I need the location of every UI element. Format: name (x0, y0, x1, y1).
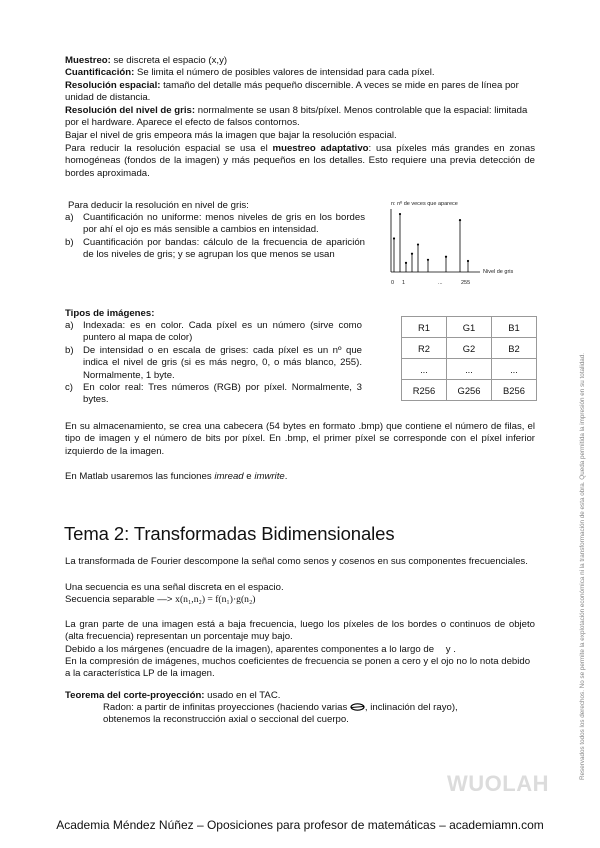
table-cell: ... (402, 359, 447, 380)
paragraph-resolucion-gris (65, 105, 535, 130)
rights-notice (579, 220, 591, 780)
table-row (402, 317, 537, 338)
list-text: En color real: Tres números (RGB) por píxel. Normalmente, 3 bytes. (83, 382, 362, 406)
list-label: a) (65, 212, 74, 223)
term-teorema: Teorema del corte-proyección: (65, 690, 205, 701)
deducir-list (65, 212, 365, 262)
table-row (402, 338, 537, 359)
list-text: Indexada: es en color. Cada píxel es un número (sirve como puntero al mapa de color) (83, 320, 362, 344)
text-matlab-mid: e (243, 471, 255, 482)
paragraph-bajar-gris: Bajar el nivel de gris empeora más la imagen que bajar la resolución espacial. (65, 130, 397, 141)
wuolah-logo: WUOLAH (447, 771, 549, 796)
list-item (65, 345, 362, 382)
theta-icon (350, 703, 365, 711)
list-label: a) (65, 320, 74, 331)
histogram-figure (388, 197, 528, 289)
paragraph-radon (103, 702, 473, 727)
paragraph-baja-frecuencia: La gran parte de una imagen está a baja frecuencia, luego los píxeles de los bordes o continuos de objeto (alta frecuencia) representan un porcentaje muy bajo. (65, 619, 535, 643)
histogram-bar-tip (427, 259, 429, 261)
list-label: b) (65, 344, 74, 356)
list-label: c) (65, 382, 73, 394)
table-cell: B1 (492, 317, 537, 338)
paragraph-resolucion-espacial (65, 80, 535, 105)
list-item (65, 237, 365, 262)
text-margenes: Debido a los márgenes (encuadre de la imagen), aparentes componentes a lo largo de (65, 644, 437, 655)
table-cell: G1 (447, 317, 492, 338)
histogram-tick-0: 0 (391, 280, 395, 286)
list-label: b) (65, 236, 74, 248)
text-adapt-pre: Para reducir la resolución espacial se usa el (65, 143, 273, 154)
table-row (402, 380, 537, 401)
text-resolucion-gris: normalmente se usan 8 bits/píxel. Menos controlable que la espacial: limitada por el hardware. Aparece el efecto de falsos contornos. (65, 105, 528, 129)
table-cell: B2 (492, 338, 537, 359)
table-cell: R2 (402, 338, 447, 359)
list-item (65, 382, 362, 407)
histogram-bar-tip (445, 256, 447, 258)
histogram-bar-tip (417, 243, 419, 245)
paragraph-teorema (65, 690, 535, 702)
table-cell: R256 (402, 380, 447, 401)
rights-text: Reservados todos los derechos. No se permite la explotación económica ni la transformación de esta obra. Queda permitida la impresión en su totalidad. (579, 352, 586, 780)
histogram-bar-tip (405, 262, 407, 264)
paragraph-matlab (65, 471, 535, 483)
paragraph-muestreo (65, 55, 535, 67)
page-footer: Academia Méndez Núñez – Oposiciones para profesor de matemáticas – academiamn.com (56, 818, 544, 832)
paragraph-margenes (65, 644, 535, 656)
histogram-tick-dots: ... (438, 280, 443, 286)
text-muestreo: se discreta el espacio (x,y) (110, 55, 228, 66)
histogram-xlabel: Nivel de gris (483, 269, 514, 275)
list-text: De intensidad o en escala de grises: cada píxel es un nº que indica el nivel de gris (si es más negro, 0, o más blanco, 255). Normalmente, 1 byte. (83, 344, 362, 381)
paragraph-muestreo-adaptativo (65, 143, 535, 180)
arrow-glyph: —> (157, 594, 176, 605)
histogram-bar-tip (399, 213, 401, 215)
text-radon-pre: Radon: a partir de infinitas proyecciones (haciendo varias (103, 702, 350, 713)
formula-separable: x(n₁,n₂) = f(n₁)·g(n₂) (175, 594, 256, 605)
table-row (402, 359, 537, 380)
text-adapt-post: : usa píxeles más grandes en zonas homogéneas (fondos de la imagen) y más pequeños en los detalles. Esto requiere una previa detección de bordes aproximada. (65, 143, 535, 179)
table-cell: ... (492, 359, 537, 380)
text-cuantificacion: Se limita el número de posibles valores de intensidad para cada píxel. (134, 67, 435, 78)
text-matlab-pre: En Matlab usaremos las funciones (65, 471, 215, 482)
term-cuantificacion: Cuantificación: (65, 67, 135, 78)
paragraph-separable (65, 594, 535, 606)
table-cell: B256 (492, 380, 537, 401)
histogram-bar-tip (467, 260, 469, 262)
color-map-table (401, 316, 537, 401)
tipos-heading: Tipos de imágenes: (65, 308, 155, 319)
histogram-bar-tip (393, 237, 395, 239)
table-cell: R1 (402, 317, 447, 338)
paragraph-cuantificacion (65, 67, 535, 79)
term-muestreo: Muestreo: (65, 55, 111, 66)
text-margenes-post: y . (445, 644, 456, 655)
histogram-bar-tip (411, 253, 413, 255)
paragraph-fourier: La transformada de Fourier descompone la señal como senos y cosenos en sus componentes frecuenciales. (65, 556, 528, 567)
paragraph-compresion: En la compresión de imágenes, muchos coeficientes de frecuencia se ponen a cero y el ojo no lo nota debido a la característica LP de la imagen. (65, 656, 531, 680)
text-matlab-post: . (284, 471, 288, 482)
text-separable: Secuencia separable (65, 594, 158, 605)
histogram-tick-1: 1 (402, 280, 406, 286)
list-text: Cuantificación por bandas: cálculo de la frecuencia de aparición de los niveles de gris; y se agrupan los que menos se usan (83, 236, 365, 261)
histogram-ylabel: n: nº de veces que aparece (391, 201, 458, 207)
function-imread: imread (214, 471, 244, 482)
term-resolucion-espacial: Resolución espacial: (65, 80, 161, 91)
text-radon-post: , inclinación del rayo), obtenemos la reconstrucción axial o seccional del cuerpo. (103, 702, 458, 726)
list-item (65, 212, 365, 237)
table-cell: G256 (447, 380, 492, 401)
table-cell: ... (447, 359, 492, 380)
paragraph-secuencia: Una secuencia es una señal discreta en el espacio. (65, 582, 284, 593)
histogram-tick-255: 255 (461, 280, 471, 286)
section-title: Tema 2: Transformadas Bidimensionales (64, 523, 395, 544)
list-text: Cuantificación no uniforme: menos niveles de gris en los bordes por ahí el ojo es más sensible a cambios en intensidad. (83, 212, 365, 236)
text-teorema: usado en el TAC. (204, 690, 281, 701)
term-resolucion-gris: Resolución del nivel de gris: (65, 105, 196, 116)
paragraph-almacenamiento: En su almacenamiento, se crea una cabecera (54 bytes en formato .bmp) que contiene el número de filas, el tipo de imagen y el número de bits por píxel. En .bmp, el primer píxel se corresponde con el píxel inferior izquierdo de la imagen. (65, 421, 535, 457)
deducir-title: Para deducir la resolución en nivel de gris: (68, 200, 249, 211)
term-muestreo-adaptativo: muestreo adaptativo (272, 143, 369, 154)
histogram-bar-tip (459, 219, 461, 221)
histogram-bars (393, 213, 469, 272)
text-resolucion-espacial: tamaño del detalle más pequeño discernible. A veces se mide en pares de línea por unidad de distancia. (65, 80, 519, 104)
function-imwrite: imwrite (254, 471, 285, 482)
list-item (65, 320, 362, 345)
tipos-list (65, 320, 362, 407)
table-cell: G2 (447, 338, 492, 359)
